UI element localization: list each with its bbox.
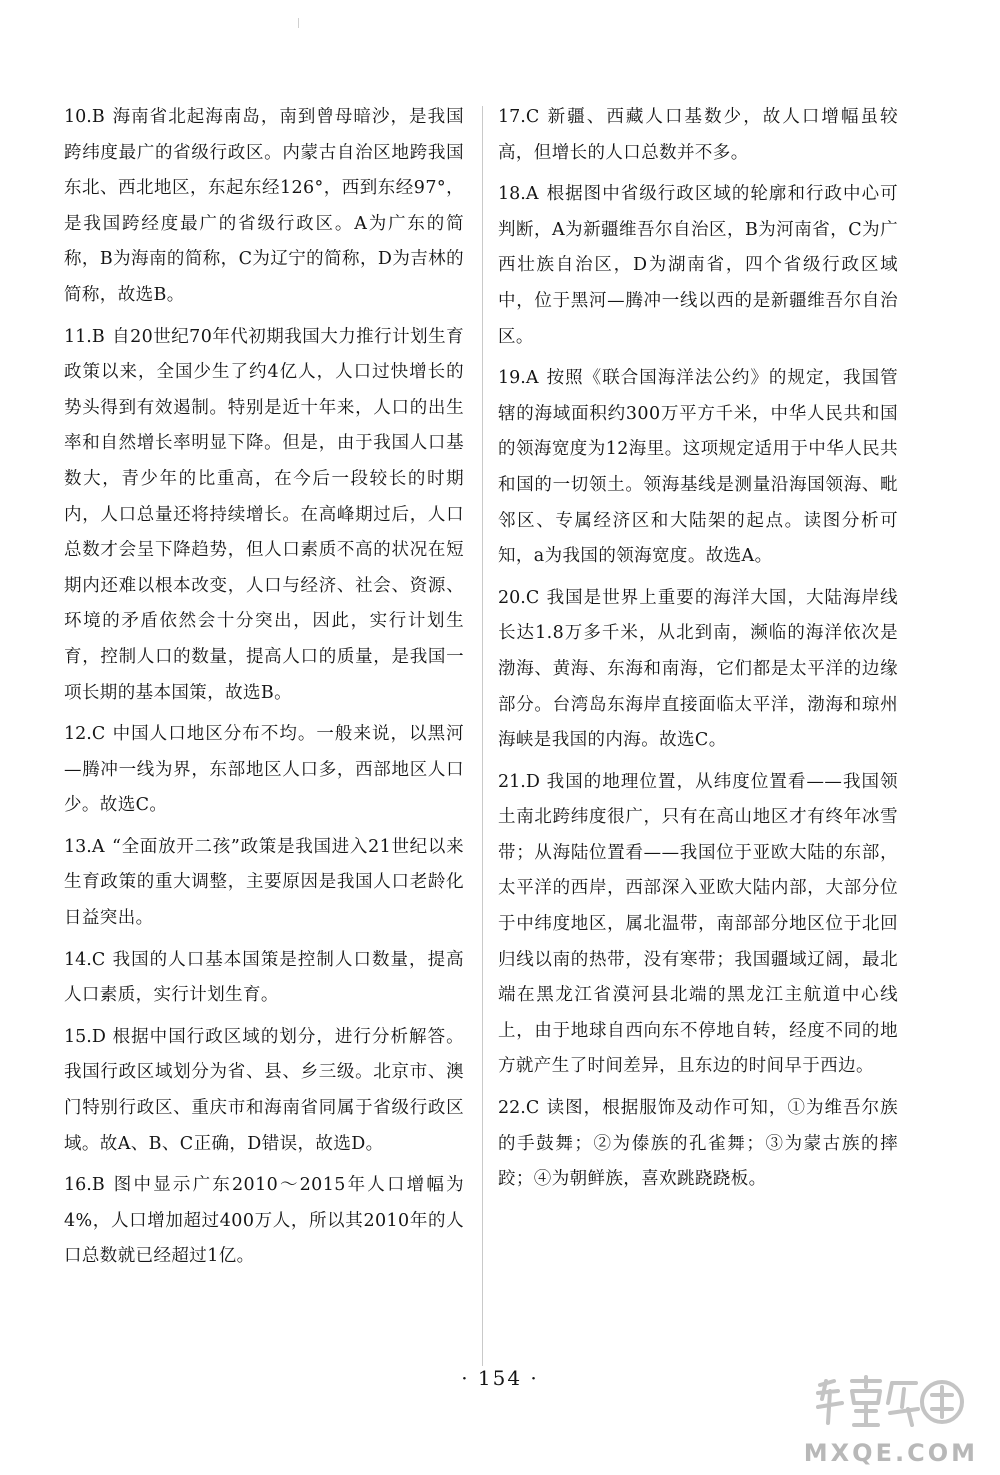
watermark-site-text: MXQE.COM [803, 1439, 978, 1467]
answer-explanation: 根据中国行政区域的划分，进行分析解答。我国行政区域划分为省、县、乡三级。北京市、澳门特别行政区、重庆市和海南省同属于省级行政区域。故A、B、C正确，D错误，故选D。 [64, 1026, 464, 1154]
answer-item-13 [64, 830, 464, 937]
answer-explanation: 根据图中省级行政区域的轮廓和行政中心可判断，A为新疆维吾尔自治区，B为河南省，C为广西壮族自治区，D为湖南省，四个省级行政区域中，位于黑河—腾冲一线以西的是新疆维吾尔自治区。 [498, 184, 898, 347]
answer-number: 20.C [498, 587, 540, 608]
answer-number: 19.A [498, 368, 539, 389]
answer-explanation: 自20世纪70年代初期我国大力推行计划生育政策以来，全国少生了约4亿人，人口过快增长的势头得到有效遏制。特别是近十年来，人口的出生率和自然增长率明显下降。但是，由于我国人口基数大，青少年的比重高，在今后一段较长的时期内，人口总量还将持续增长。在高峰期过后，人口总数才会呈下降趋势，但人口素质不高的状况在短期内还难以根本改变，人口与经济、社会、资源、环境的矛盾依然会十分突出，因此，实行计划生育，控制人口的数量，提高人口的质量，是我国一项长期的基本国策，故选B。 [64, 326, 464, 703]
answer-number: 14.C [64, 949, 106, 970]
answer-item-18 [498, 177, 898, 355]
answer-item-16 [64, 1168, 464, 1275]
answer-item-19 [498, 361, 898, 575]
watermark-logo-icon [812, 1373, 964, 1431]
answer-item-15 [64, 1020, 464, 1162]
answer-item-14 [64, 943, 464, 1014]
answer-explanation: 读图，根据服饰及动作可知，①为维吾尔族的手鼓舞；②为傣族的孔雀舞；③为蒙古族的摔跤；④为朝鲜族，喜欢跳跷跷板。 [498, 1098, 898, 1190]
answer-item-22 [498, 1091, 898, 1198]
page-number: · 154 · [461, 1366, 539, 1390]
answer-explanation: 我国是世界上重要的海洋大国，大陆海岸线长达1.8万多千米，从北到南，濒临的海洋依次是渤海、黄海、东海和南海，它们都是太平洋的边缘部分。台湾岛东海岸直接面临太平洋，渤海和琼州海峡是我国的内海。故选C。 [498, 587, 898, 751]
answer-explanation: 图中显示广东2010～2015年人口增幅为4%，人口增加超过400万人，所以其2010年的人口总数就已经超过1亿。 [64, 1175, 464, 1267]
answer-item-10 [64, 100, 464, 314]
answer-number: 11.B [64, 326, 105, 347]
answer-explanation: 海南省北起海南岛，南到曾母暗沙，是我国跨纬度最广的省级行政区。内蒙古自治区地跨我国东北、西北地区，东起东经126°，西到东经97°，是我国跨经度最广的省级行政区。A为广东的简称，B为海南的简称，C为辽宁的简称，D为吉林的简称，故选B。 [64, 107, 464, 305]
answer-item-11 [64, 320, 464, 712]
answer-explanation: 按照《联合国海洋法公约》的规定，我国管辖的海域面积约300万平方千米，中华人民共和国的领海宽度为12海里。这项规定适用于中华人民共和国的一切领土。领海基线是测量沿海国领海、毗邻区、专属经济区和大陆架的起点。读图分析可知，a为我国的领海宽度。故选A。 [498, 368, 898, 567]
answer-number: 17.C [498, 107, 540, 127]
answer-number: 21.D [498, 771, 540, 792]
answer-item-17 [498, 100, 898, 171]
answer-number: 12.C [64, 724, 106, 745]
answer-number: 18.A [498, 184, 539, 205]
answer-explanation: 中国人口地区分布不均。一般来说，以黑河—腾冲一线为界，东部地区人口多，西部地区人口少。故选C。 [64, 724, 464, 816]
answer-number: 15.D [64, 1026, 106, 1047]
answer-number: 10.B [64, 107, 105, 127]
answer-number: 13.A [64, 836, 105, 857]
watermark [803, 1369, 978, 1469]
answer-explanation: “全面放开二孩”政策是我国进入21世纪以来生育政策的重大调整，主要原因是我国人口老龄化日益突出。 [64, 836, 464, 929]
column-divider [482, 106, 483, 1366]
answer-explanation: 新疆、西藏人口基数少，故人口增幅虽较高，但增长的人口总数并不多。 [498, 107, 898, 163]
scan-mark [298, 18, 299, 28]
answer-explanation: 我国的地理位置，从纬度位置看——我国领土南北跨纬度很广，只有在高山地区才有终年冰雪带；从海陆位置看——我国位于亚欧大陆的东部，太平洋的西岸，西部深入亚欧大陆内部，大部分位于中纬度地区，属北温带，南部部分地区位于北回归线以南的热带，没有寒带；我国疆域辽阔，最北端在黑龙江省漠河县北端的黑龙江主航道中心线上，由于地球自西向东不停地自转，经度不同的地方就产生了时间差异，且东边的时间早于西边。 [498, 771, 898, 1077]
answer-item-20 [498, 581, 898, 759]
answer-item-21 [498, 765, 898, 1085]
left-column [64, 100, 464, 1281]
answer-explanation: 我国的人口基本国策是控制人口数量，提高人口素质，实行计划生育。 [64, 949, 464, 1006]
right-column [498, 100, 898, 1204]
answer-number: 22.C [498, 1098, 540, 1119]
answer-item-12 [64, 717, 464, 824]
answer-number: 16.B [64, 1175, 105, 1196]
